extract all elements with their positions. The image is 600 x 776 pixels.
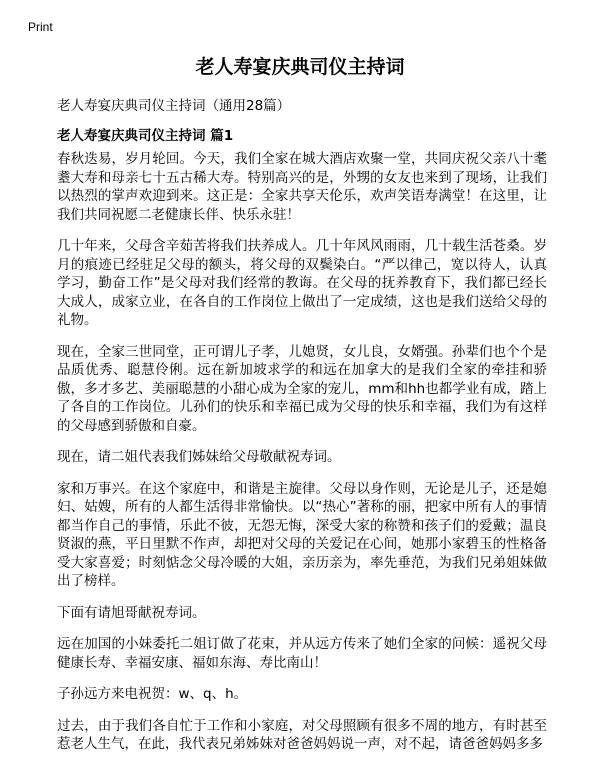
paragraph: 现在，全家三世同堂，正可谓儿子孝，儿媳贤，女儿良，女婿强。孙辈们也个个是品质优秀、聪慧伶俐。远在新加坡求学的和远在加拿大的是我们全家的牵挂和骄傲，多才多艺、美丽聪慧的小甜心成为全家的宠儿，mm和hh也都学业有成，踏上了各自的工作岗位。儿孙们的快乐和幸福已成为父母的快乐和幸福，我们为有这样的父母感到骄傲和自豪。 [57, 343, 547, 434]
paragraph: 春秋迭易，岁月轮回。今天，我们全家在城大酒店欢聚一堂，共同庆祝父亲八十耄耋大寿和母亲七十五古稀大寿。特别高兴的是，外甥的女友也来到了现场，让我们以热烈的掌声欢迎到来。这正是：全家共享天伦乐，欢声笑语寿满堂！在这里，让我们共同祝愿二老健康长伴、快乐永驻！ [57, 151, 547, 223]
document-subtitle: 老人寿宴庆典司仪主持词（通用28篇） [57, 98, 291, 114]
paragraph: 远在加国的小妹委托二姐订做了花束，并从远方传来了她们全家的问候：遥祝父母健康长寿、幸福安康、福如东海、寿比南山！ [57, 636, 547, 671]
paragraph: 几十年来，父母含辛茹苦将我们扶养成人。几十年风风雨雨，几十载生活苍桑。岁月的痕迹已经驻足父母的额头，将父母的双鬓染白。“严以律己，宽以待人，认真学习，勤奋工作”是父母对我们经常的教诲。在父母的抚养教育下，我们都已经长大成人，成家立业，在各自的工作岗位上做出了一定成绩，这也是我们送给父母的礼物。 [57, 238, 547, 328]
paragraph: 家和万事兴。在这个家庭中，和谐是主旋律。父母以身作则，无论是儿子，还是媳妇、姑嫂，所有的人都生活得非常愉快。以“热心”著称的丽，把家中所有人的事情都当作自己的事情，乐此不彼，无怨无悔，深受大家的称赞和孩子们的爱戴；温良贤淑的燕，平日里默不作声，却把对父母的关爱记在心间，她那小家碧玉的性格备受大家喜爱；时刻惦念父母冷暖的大姐，亲历亲为，率先垂范，为我们兄弟姐妹做出了榜样。 [57, 480, 547, 589]
section-heading: 老人寿宴庆典司仪主持词 篇1 [57, 128, 234, 144]
paragraph: 过去，由于我们各自忙于工作和小家庭，对父母照顾有很多不周的地方，有时甚至惹老人生气，在此，我代表兄弟姊妹对爸爸妈妈说一声，对不起，请爸爸妈妈多多 [57, 717, 547, 752]
article-body [57, 150, 547, 767]
page-title: 老人寿宴庆典司仪主持词 [195, 56, 405, 78]
paragraph: 现在，请二姐代表我们姊妹给父母敬献祝寿词。 [57, 449, 341, 465]
paragraph: 下面有请旭哥献祝寿词。 [57, 604, 206, 621]
print-link[interactable]: Print [28, 20, 53, 34]
paragraph: 子孙远方来电祝贺：w、q、h。 [57, 686, 248, 702]
